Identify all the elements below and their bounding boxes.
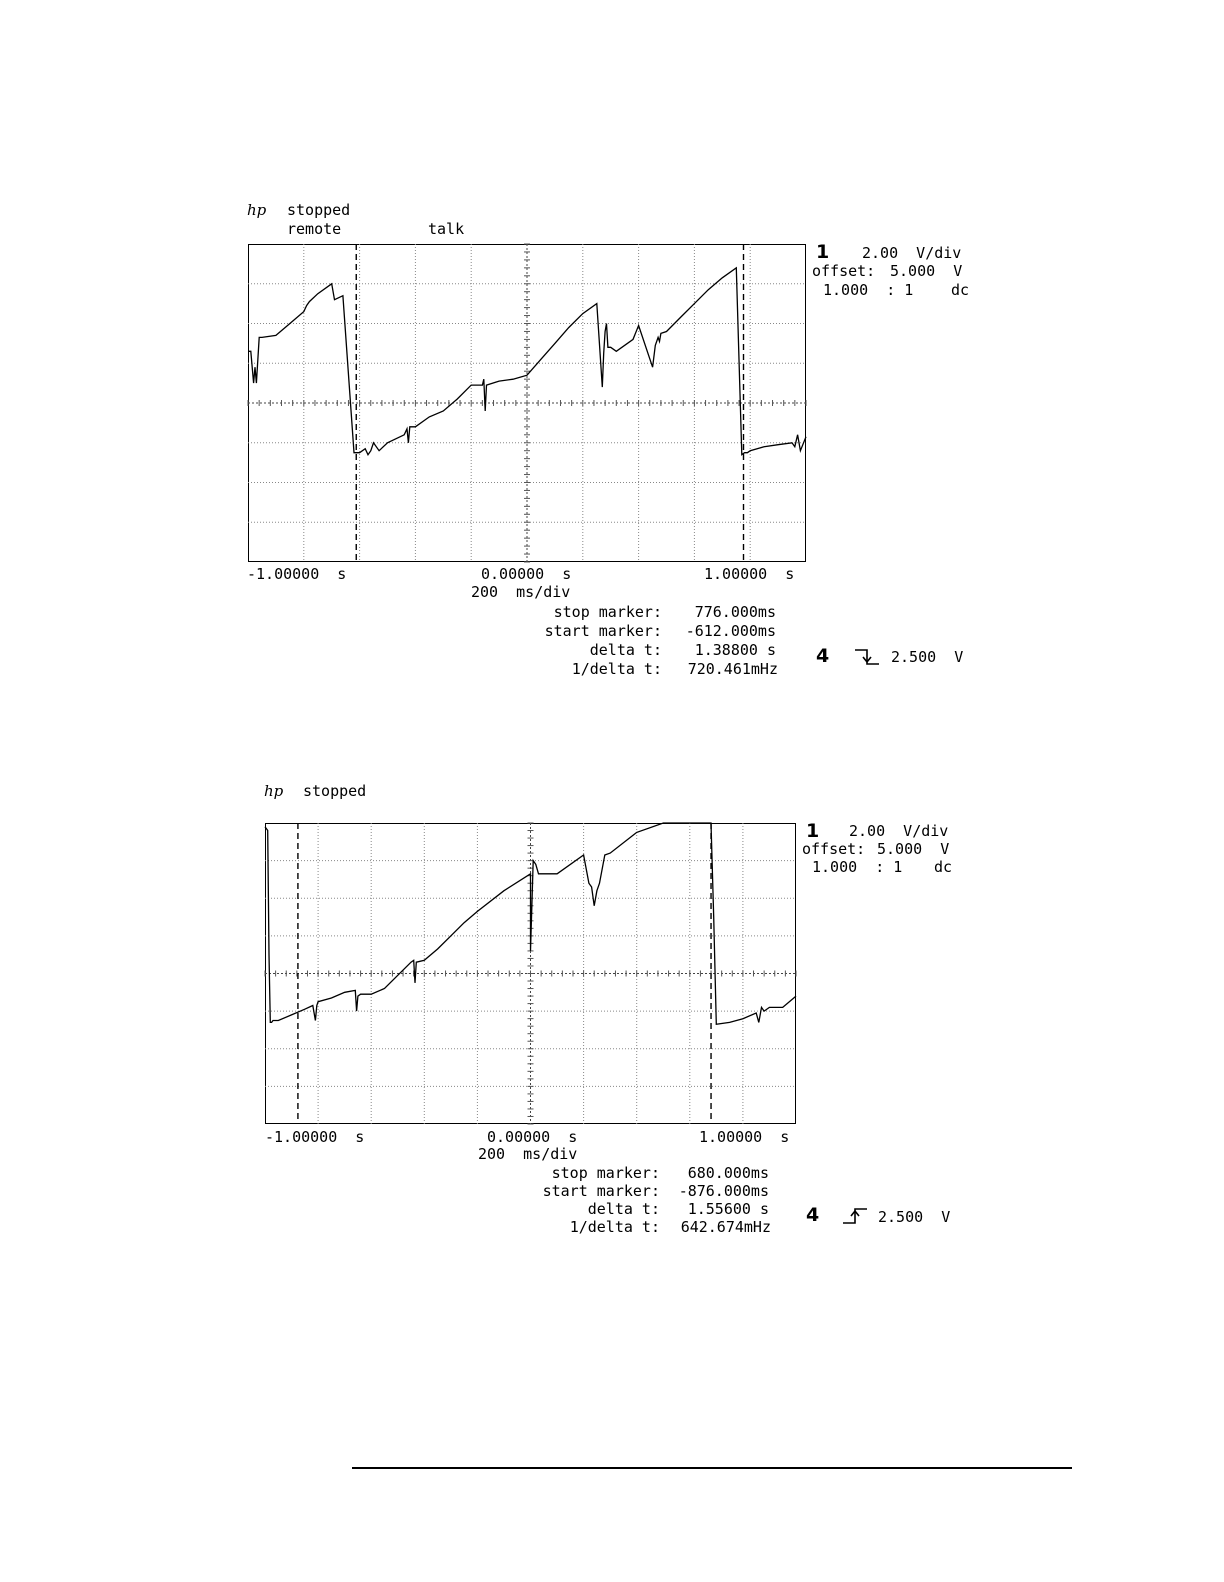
inv-delta-t-label-1: 1/delta t: <box>571 660 662 678</box>
channel-number-1: 1 <box>816 241 830 263</box>
scope-plot-1 <box>248 244 806 562</box>
offset-value-1: 5.000 V <box>890 262 963 280</box>
inv-delta-t-value-2: 642.674mHz <box>680 1218 771 1236</box>
start-marker-label-1: start marker: <box>544 622 662 640</box>
probe-ratio-1: 1.000 : 1 <box>823 281 914 299</box>
coupling-2: dc <box>934 858 953 876</box>
trigger-falling-edge-icon <box>854 647 880 667</box>
timebase-2: 200 ms/div <box>478 1145 578 1163</box>
coupling-1: dc <box>951 281 970 299</box>
trigger-rising-edge-icon <box>842 1206 868 1226</box>
scope-plot-2 <box>265 823 796 1124</box>
hp-logo-2: hp <box>264 782 284 800</box>
volts-per-div-1: 2.00 V/div <box>862 244 962 262</box>
stop-marker-label-2: stop marker: <box>551 1164 660 1182</box>
x-tick-right-2: 1.00000 s <box>699 1128 790 1146</box>
status-stopped-1: stopped <box>287 201 351 219</box>
x-tick-left-1: -1.00000 s <box>247 565 347 583</box>
offset-label-2: offset: <box>802 840 866 858</box>
start-marker-value-2: -876.000ms <box>678 1182 769 1200</box>
volts-per-div-2: 2.00 V/div <box>849 822 949 840</box>
inv-delta-t-value-1: 720.461mHz <box>687 660 778 678</box>
trigger-level-1: 2.500 V <box>891 648 964 666</box>
delta-t-value-1: 1.38800 s <box>694 641 776 659</box>
channel-number-2: 1 <box>806 820 820 842</box>
delta-t-label-1: delta t: <box>589 641 662 659</box>
delta-t-label-2: delta t: <box>587 1200 660 1218</box>
x-tick-center-1: 0.00000 s <box>481 565 572 583</box>
status-talk-1: talk <box>428 220 465 238</box>
x-tick-left-2: -1.00000 s <box>265 1128 365 1146</box>
stop-marker-value-1: 776.000ms <box>694 603 776 621</box>
delta-t-value-2: 1.55600 s <box>687 1200 769 1218</box>
status-stopped-2: stopped <box>303 782 367 800</box>
x-tick-right-1: 1.00000 s <box>704 565 795 583</box>
probe-ratio-2: 1.000 : 1 <box>812 858 903 876</box>
x-tick-center-2: 0.00000 s <box>487 1128 578 1146</box>
inv-delta-t-label-2: 1/delta t: <box>569 1218 660 1236</box>
offset-label-1: offset: <box>812 262 876 280</box>
trigger-channel-1: 4 <box>816 645 830 667</box>
footer-rule <box>352 1467 1072 1469</box>
hp-logo-1: hp <box>247 201 267 219</box>
timebase-1: 200 ms/div <box>471 583 571 601</box>
start-marker-label-2: start marker: <box>542 1182 660 1200</box>
stop-marker-value-2: 680.000ms <box>687 1164 769 1182</box>
trigger-level-2: 2.500 V <box>878 1208 951 1226</box>
offset-value-2: 5.000 V <box>877 840 950 858</box>
status-remote-1: remote <box>287 220 342 238</box>
start-marker-value-1: -612.000ms <box>685 622 776 640</box>
trigger-channel-2: 4 <box>806 1204 820 1226</box>
stop-marker-label-1: stop marker: <box>553 603 662 621</box>
